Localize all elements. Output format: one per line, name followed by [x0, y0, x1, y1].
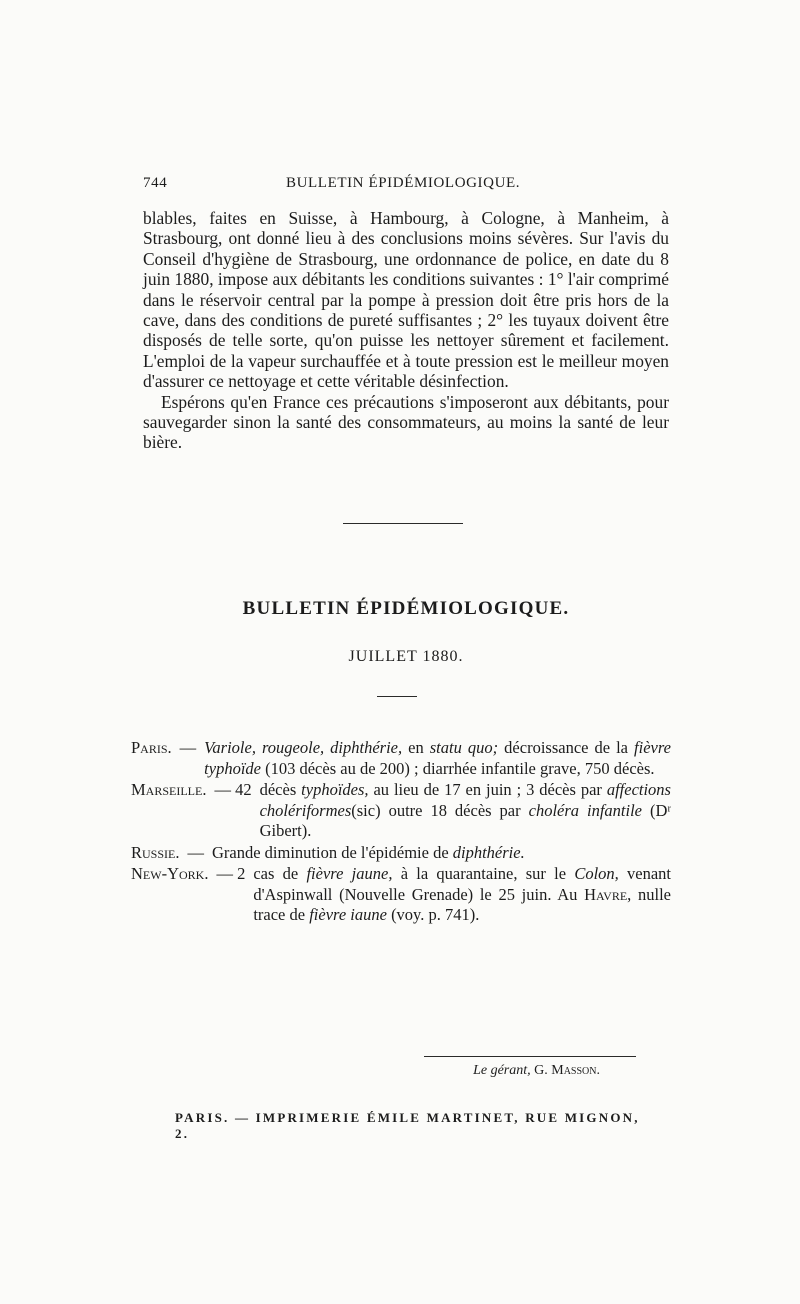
entry-italic: affections cholériformes: [259, 780, 671, 820]
entry-separator: — 2: [216, 864, 246, 883]
entry-roman: en: [402, 738, 430, 757]
entry-russie: [131, 843, 671, 864]
entry-text: [204, 738, 671, 779]
paragraph: Espérons qu'en France ces précautions s'imposeront aux débitants, pour sauvegarder sinon la santé des consommateurs, au moins la santé de leur bière.: [143, 391, 669, 453]
entry-italic: statu quo;: [429, 738, 499, 757]
continued-article: [143, 208, 669, 453]
entry-city: Russie.: [131, 842, 180, 862]
entry-paris: [131, 738, 671, 779]
signature-rule: [424, 1056, 636, 1057]
entry-separator: —: [187, 842, 204, 862]
entry-marseille: [131, 780, 671, 842]
entry-separator: — 42: [214, 780, 252, 799]
entry-roman: au lieu de 17 en juin ; 3 décès par: [368, 780, 607, 799]
entry-italic: fièvre jaune,: [306, 864, 393, 883]
section-title: BULLETIN ÉPIDÉMIOLOGIQUE.: [242, 598, 570, 619]
entry-city: Paris.: [131, 738, 172, 757]
title-underline-rule: [377, 696, 417, 697]
entry-text: [253, 864, 671, 926]
entry-separator: —: [179, 738, 197, 757]
entry-roman: (Dʳ Gibert).: [259, 800, 671, 840]
paragraph: blables, faites en Suisse, à Hambourg, à Cologne, à Manheim, à Strasbourg, ont donné lieu à des conclusions moins sévères. Sur l'avis du Conseil d'hygiène de Strasbourg, une ordonnance de police, en date du 8 juin 1880, impose aux débitants les conditions suivantes : 1° l'air comprimé dans le réservoir central par la pompe à pression doit être pris hors de la cave, dans des conditions de pureté suffisantes ; 2° les tuyaux doivent être disposés de telle sorte, qu'on puisse les nettoyer sûrement et facilement. L'emploi de la vapeur surchauffée et à toute pression est le meilleur moyen d'assurer ce nettoyage et cette véritable désinfection.: [143, 208, 669, 392]
page-number: 744: [143, 175, 168, 191]
entry-roman: cas de: [253, 864, 307, 883]
running-title: BULLETIN ÉPIDÉMIOLOGIQUE.: [286, 175, 521, 191]
printer-imprint: PARIS. — IMPRIMERIE ÉMILE MARTINET, RUE MIGNON, 2.: [175, 1110, 640, 1141]
entry-italic: diphthérie.: [452, 842, 525, 862]
entry-text: [260, 780, 671, 842]
section-date: JUILLET 1880.: [348, 648, 464, 665]
entry-roman: (sic): [351, 800, 381, 820]
entry-italic: Colon,: [574, 864, 619, 883]
entry-city: New-York.: [131, 864, 209, 883]
running-head: [143, 175, 663, 197]
entry-italic: Variole, rougeole, diphthérie,: [204, 738, 403, 757]
entry-new-york: [131, 864, 671, 926]
entry-place-smallcaps: Havre,: [584, 884, 632, 904]
entry-italic: fièvre typhoïde: [204, 738, 671, 778]
signature: [420, 1063, 600, 1079]
entry-roman: décroissance de la: [498, 738, 635, 757]
entry-text: [212, 843, 671, 864]
signature-name: G. Masson.: [534, 1063, 600, 1078]
entry-roman: venant d'Aspinwall (Nouvelle Grenade) le 25 juin. Au: [253, 864, 672, 904]
entry-city: Marseille.: [131, 780, 207, 799]
entry-roman: nulle trace de: [253, 884, 671, 924]
entry-roman: outre 18 décès par: [380, 800, 529, 820]
epidemiology-entries: [131, 738, 671, 927]
entry-italic: typhoïdes,: [301, 780, 369, 799]
signature-role: Le gérant,: [473, 1063, 531, 1078]
entry-italic: choléra infantile: [528, 800, 643, 820]
entry-roman: Grande diminution de l'épidémie de: [211, 842, 453, 862]
entry-italic: fièvre iaune: [309, 905, 387, 924]
entry-roman: décès: [259, 780, 302, 799]
entry-roman: à la quarantaine, sur le: [392, 864, 575, 883]
section-divider-rule: [343, 523, 463, 524]
entry-roman: (voy. p. 741).: [386, 905, 480, 924]
entry-roman: (103 décès au de 200) ; diarrhée infantile grave, 750 décès.: [260, 758, 655, 778]
